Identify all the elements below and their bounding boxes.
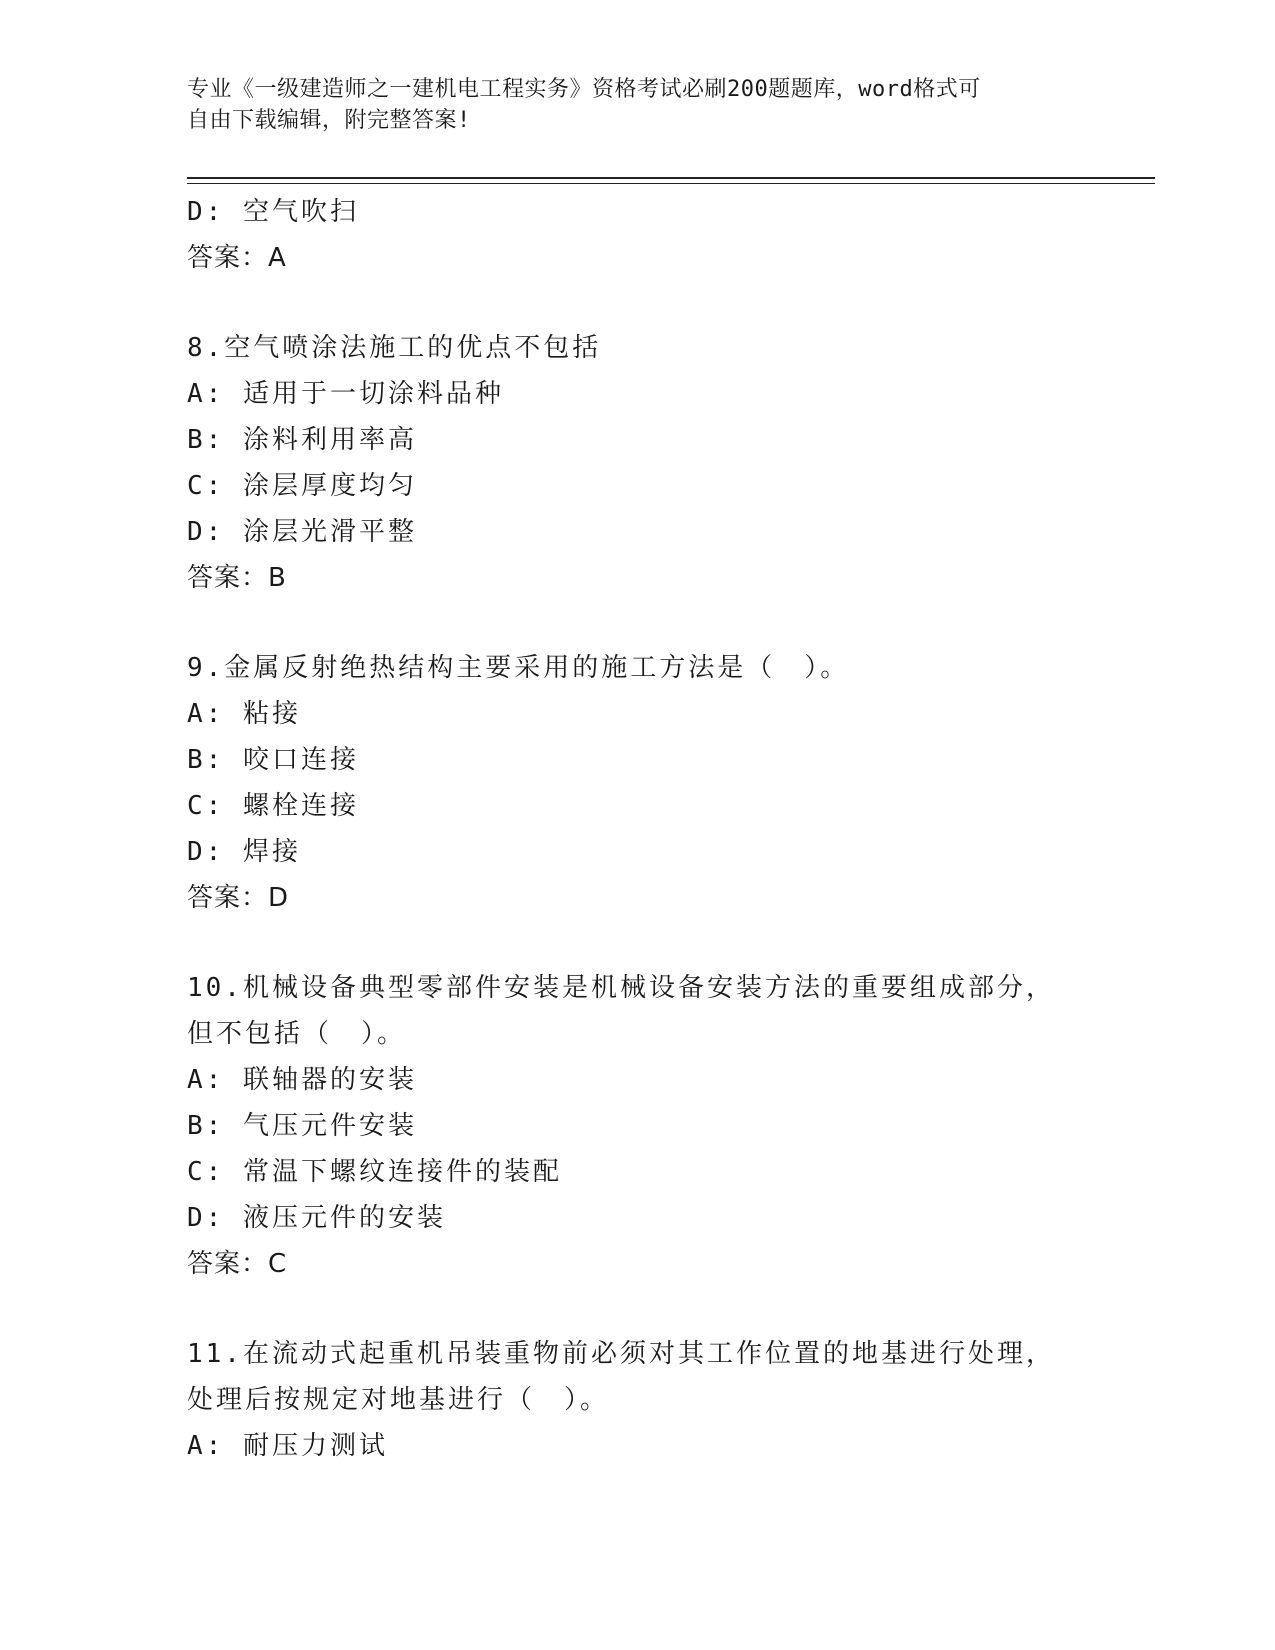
question-block-11 <box>187 1331 1087 1469</box>
answer-line: 答案：C <box>187 1249 288 1279</box>
answer-line: 答案：A <box>187 243 287 273</box>
question-stem: 10.机械设备典型零部件安装是机械设备安装方法的重要组成部分，但不包括（ ）。 <box>187 973 1055 1049</box>
answer-line: 答案：D <box>187 883 290 913</box>
header-rule-thin <box>187 183 1155 184</box>
question-list <box>187 189 1087 1469</box>
answer-line: 答案：B <box>187 563 287 593</box>
option-c: C: 螺栓连接 <box>187 791 359 821</box>
option-b: B: 气压元件安装 <box>187 1111 417 1141</box>
option-a: A: 粘接 <box>187 699 301 729</box>
spacer <box>187 601 1087 645</box>
option-c: C: 涂层厚度均匀 <box>187 471 417 501</box>
question-stem: 8.空气喷涂法施工的优点不包括 <box>187 333 602 363</box>
option-d: D: 焊接 <box>187 837 301 867</box>
question-block-8 <box>187 325 1087 601</box>
option-b: B: 涂料利用率高 <box>187 425 417 455</box>
question-block-10 <box>187 965 1087 1287</box>
option-a: A: 适用于一切涂料品种 <box>187 379 504 409</box>
option-a: A: 联轴器的安装 <box>187 1065 417 1095</box>
question-block-prev <box>187 189 1087 281</box>
question-stem: 11.在流动式起重机吊装重物前必须对其工作位置的地基进行处理，处理后按规定对地基进行（ ）。 <box>187 1339 1055 1415</box>
spacer <box>187 1287 1087 1331</box>
question-block-9 <box>187 645 1087 921</box>
header-line-1: 专业《一级建造师之一建机电工程实务》资格考试必刷200题题库，word格式可 <box>187 77 981 102</box>
spacer <box>187 281 1087 325</box>
question-stem: 9.金属反射绝热结构主要采用的施工方法是（ ）。 <box>187 653 850 683</box>
header-rule-thick <box>187 177 1155 179</box>
spacer <box>187 921 1087 965</box>
option-d: D: 液压元件的安装 <box>187 1203 446 1233</box>
option-d: D: 涂层光滑平整 <box>187 517 417 547</box>
option-b: B: 咬口连接 <box>187 745 359 775</box>
option-d: D: 空气吹扫 <box>187 197 359 227</box>
option-c: C: 常温下螺纹连接件的装配 <box>187 1157 562 1187</box>
option-a: A: 耐压力测试 <box>187 1431 388 1461</box>
header-line-2: 自由下载编辑，附完整答案! <box>187 108 471 133</box>
page-header <box>187 74 1087 136</box>
